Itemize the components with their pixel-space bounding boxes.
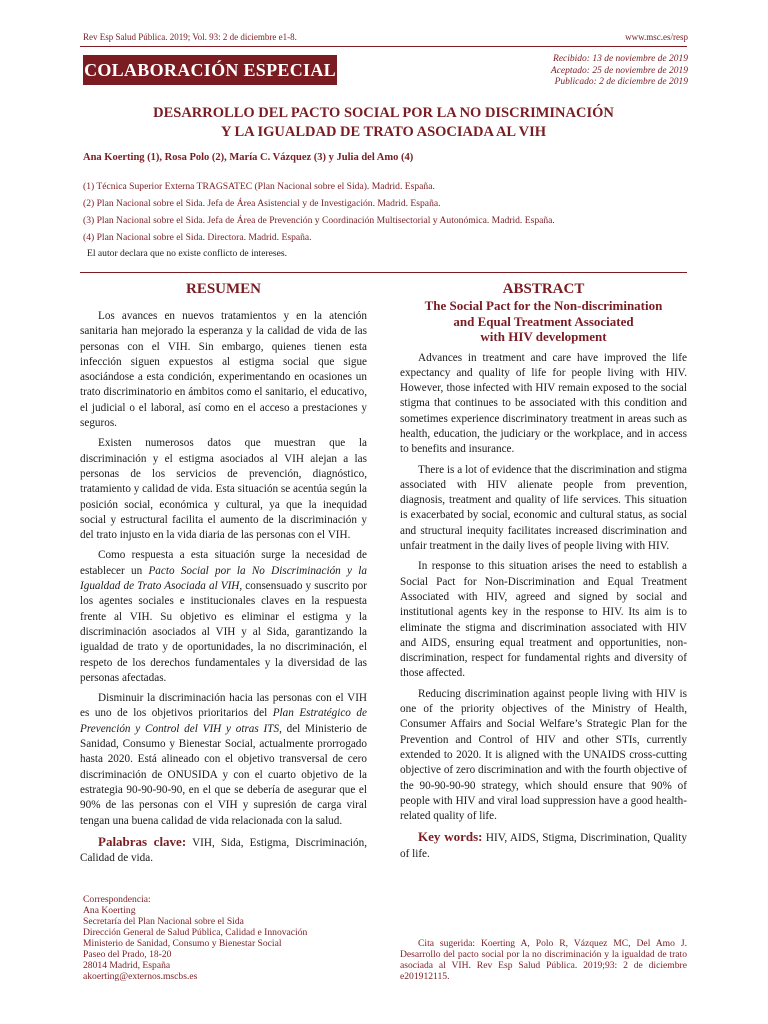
correspondence-name: Ana Koerting	[83, 905, 136, 916]
correspondence-line: Paseo del Prado, 18-20	[83, 949, 172, 960]
resumen-paragraph: Los avances en nuevos tratamientos y en la atención sanitaria han mejorado la esperanza y la calidad de vida de las personas con el VIH. Sin embargo, quienes tienen esta infección siguen expuestos al estigma social que sigue asociándose a esta condición, experimentando en ocasiones un trato discriminatorio en ámbitos como el sanitario, el educativo, el judicial o el laboral, así como en el acceso a prestaciones y seguros.	[80, 310, 367, 430]
suggested-citation: Cita sugerida: Koerting A, Polo R, Vázquez MC, Del Amo J. Desarrollo del pacto social por la no discriminación y la igualdad de trato asociada al VIH. Rev Esp Salud Pública. 2019;93: 2 de diciembre e201912115.	[400, 938, 687, 982]
affiliation-item: (4) Plan Nacional sobre el Sida. Directora. Madrid. España.	[83, 232, 312, 243]
resumen-column	[80, 280, 367, 871]
resumen-text: Como respuesta a esta situación surge la necesidad de establecer un	[80, 549, 367, 577]
affiliations	[83, 178, 555, 246]
resumen-text: , consensuado y suscrito por los agentes sociales e institucionales claves en la respuesta frente al VIH. Su objetivo es eliminar el estigma y la discriminación asociados al VIH y al Sida, garantizando la igualdad de trato y de oportunidades, la no discriminación, el respeto de los derechos fundamentales y la diversidad de las personas afectadas.	[80, 580, 368, 684]
resumen-heading: RESUMEN	[185, 281, 261, 297]
abstract-paragraph: There is a lot of evidence that the discrimination and stigma associated with HIV alienate people from prevention, diagnosis, treatment and quality of life services. This situation is exacerbated by social, economic and cultural status, as social and structural inequity facilitates increased discrimination and unfair treatment in the daily lives of people living with HIV.	[400, 463, 687, 553]
plan-name: Plan Estratégico de Prevención y Control del VIH y otras ITS	[80, 707, 367, 735]
keywords-label: Palabras clave:	[98, 833, 187, 849]
abstract-paragraph: Reducing discrimination against people living with HIV is one of the priority objectives of the Ministry of Health, Consumer Affairs and Social Welfare’s Strategic Plan for the Prevention and Control of HIV and other STIs, currently extended to 2020. It is aligned with the UNAIDS cross-cutting objective of zero discrimination and with the fourth objective of the 90-90-90-90 strategy, which should ensure that 90% of people with HIV and viral load suppression have a good health-related quality of life.	[400, 687, 687, 823]
abstract-column	[400, 280, 687, 867]
section-divider	[80, 272, 687, 273]
subtitle-line: The Social Pact for the Non-discrimination	[424, 298, 663, 313]
author-list: Ana Koerting (1), Rosa Polo (2), María C. Vázquez (3) y Julia del Amo (4)	[83, 152, 414, 163]
correspondence-line: Secretaría del Plan Nacional sobre el Sida	[83, 916, 244, 927]
correspondence-email[interactable]: akoerting@externos.mscbs.es	[83, 971, 198, 982]
resumen-paragraph: Existen numerosos datos que muestran que la discriminación y el estigma asociados al VIH alejan a las personas de los servicios de prevención, diagnóstico, tratamiento y calidad de vida. Esta situación se acentúa según la posición social, económica y cultural, ya que la inequidad social y estructural facilita el aumento de la discriminación y del trato injusto en la vida diaria de las personas con el VIH.	[80, 437, 367, 542]
resumen-paragraph	[80, 548, 367, 686]
published-date: Publicado: 2 de diciembre de 2019	[554, 77, 688, 87]
pact-name: Pacto Social por la No Discriminación y la Igualdad de Trato Asociada al VIH	[80, 564, 367, 593]
abstract-paragraph: Advances in treatment and care have improved the life expectancy and quality of life for people living with HIV. However, those infected with HIV remain exposed to the social stigma that continues to be associated with this condition and sometimes experience discriminatory treatment in areas such as health, education, the judiciary or the workplace, and in access to benefits and insurance.	[400, 351, 687, 456]
abstract-subtitle	[400, 298, 687, 345]
correspondence-label: Correspondencia:	[83, 894, 151, 905]
correspondence-line: Ministerio de Sanidad, Consumo y Bienestar Social	[83, 938, 282, 949]
resumen-text: , del Ministerio de Sanidad, Consumo y Bienestar Social, actualmente prorrogado hasta 2020. Está alineado con el objetivo transversal de cero discriminación de ONUSIDA y con el cuarto objetivo de la estrategia 90-90-90-90, en el que se debería de asegurar que el 90% de las personas con el VIH y supresión de carga viral tengan una buena calidad de vida relacionada con la salud.	[80, 722, 367, 827]
affiliation-item: (2) Plan Nacional sobre el Sida. Jefa de Área Asistencial y de Investigación. Madrid. España.	[83, 198, 441, 209]
abstract-heading: ABSTRACT	[502, 281, 585, 297]
resumen-keywords	[80, 834, 367, 867]
keywords-label: Key words:	[418, 829, 483, 845]
resumen-paragraph	[80, 691, 367, 829]
title-line: Y LA IGUALDAD DE TRATO ASOCIADA AL VIH	[220, 124, 547, 140]
publication-dates	[551, 54, 688, 89]
affiliation-item: (1) Técnica Superior Externa TRAGSATEC (Plan Nacional sobre el Sida). Madrid. España.	[83, 181, 435, 192]
subtitle-line: with HIV development	[480, 329, 607, 344]
title-line: DESARROLLO DEL PACTO SOCIAL POR LA NO DISCRIMINACIÓN	[153, 105, 614, 121]
affiliation-item: (3) Plan Nacional sobre el Sida. Jefa de Área de Prevención y Coordinación Multisectorial y Autonómica. Madrid. España.	[83, 215, 555, 226]
section-banner: COLABORACIÓN ESPECIAL	[83, 55, 337, 85]
accepted-date: Aceptado: 25 de noviembre de 2019	[550, 65, 688, 76]
resumen-text: Disminuir la discriminación hacia las personas con el VIH es uno de los objetivos prioritarios del	[80, 692, 367, 720]
subtitle-line: and Equal Treatment Associated	[453, 313, 634, 329]
keywords-list: HIV, AIDS, Stigma, Discrimination, Quality of life.	[400, 832, 687, 860]
abstract-paragraph: In response to this situation arises the need to establish a Social Pact for Non-Discrimination and Equal Treatment Associated with HIV, agreed and signed by social and institutional agents key in the response to HIV. Its aim is to eliminate the stigma and discrimination associated with HIV and AIDS, ensuring equal treatment and opportunities, non-discrimination, respect for fundamental rights and diversity of those affected.	[400, 560, 687, 680]
abstract-keywords	[400, 829, 687, 862]
received-date: Recibido: 13 de noviembre de 2019	[553, 54, 688, 64]
header-rule	[80, 46, 687, 47]
correspondence-block	[83, 894, 307, 982]
correspondence-line: Dirección General de Salud Pública, Calidad e Innovación	[83, 927, 308, 938]
keywords-list: VIH, Sida, Estigma, Discriminación, Calidad de vida.	[80, 836, 367, 865]
journal-citation-line: Rev Esp Salud Pública. 2019; Vol. 93: 2 de diciembre e1-8.	[83, 32, 297, 42]
article-title	[80, 104, 687, 142]
journal-url[interactable]: www.msc.es/resp	[625, 32, 688, 42]
conflict-of-interest-note: El autor declara que no existe conflicto de intereses.	[87, 248, 288, 259]
correspondence-line: 28014 Madrid, España	[83, 960, 171, 971]
